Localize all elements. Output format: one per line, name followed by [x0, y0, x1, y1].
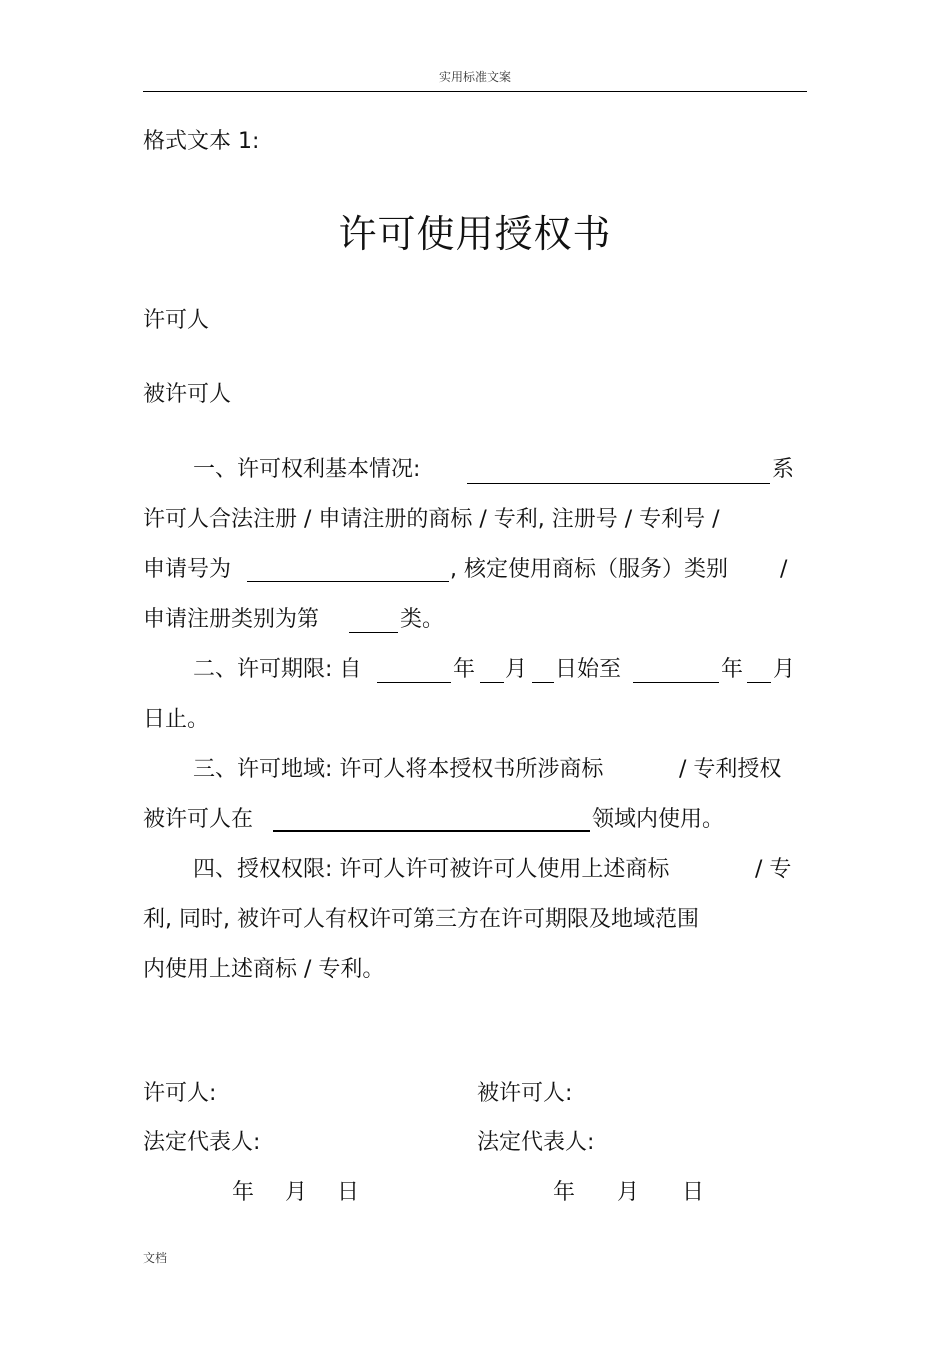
format-label: 格式文本 1:: [143, 129, 260, 154]
signature-licensor-label: 许可人:: [143, 1081, 217, 1106]
clause2-line2: 日止。: [143, 707, 210, 732]
clause2-year1: 年: [453, 657, 476, 682]
licensor-label: 许可人: [143, 308, 210, 333]
start-year-blank: [377, 682, 451, 683]
signature-right-day: 日: [682, 1180, 705, 1205]
clause4-line3: 内使用上述商标 / 专利。: [143, 957, 385, 982]
clause2-heading: 二、许可期限: 自: [193, 657, 362, 682]
rights-blank-line: [467, 483, 770, 484]
clause3-line2-prefix: 被许可人在: [143, 807, 254, 832]
clause2-year2: 年: [721, 657, 744, 682]
signature-left-day: 日: [337, 1180, 360, 1205]
clause4-line1-suffix: / 专: [755, 857, 792, 882]
header-divider: [143, 91, 807, 92]
end-year-blank: [633, 682, 719, 683]
signature-licensee-rep-label: 法定代表人:: [477, 1130, 595, 1155]
page-footer: 文档: [143, 1251, 168, 1265]
clause1-line3-suffix: , 核定使用商标（服务）类别: [450, 557, 728, 582]
clause1-line4-prefix: 申请注册类别为第: [143, 607, 320, 632]
signature-licensee-label: 被许可人:: [477, 1081, 573, 1106]
signature-right-month: 月: [617, 1180, 640, 1205]
clause1-suffix: 系: [772, 457, 795, 482]
territory-blank-line: [273, 830, 590, 832]
signature-right-year: 年: [553, 1180, 576, 1205]
clause4-heading: 四、授权权限: 许可人许可被许可人使用上述商标: [193, 857, 670, 882]
clause3-heading: 三、许可地域: 许可人将本授权书所涉商标: [193, 757, 604, 782]
clause1-heading: 一、许可权利基本情况:: [193, 457, 421, 482]
licensee-label: 被许可人: [143, 382, 232, 407]
clause1-line3-prefix: 申请号为: [143, 557, 232, 582]
page-header: 实用标准文案: [438, 70, 511, 84]
clause1-line2: 许可人合法注册 / 申请注册的商标 / 专利, 注册号 / 专利号 /: [143, 507, 720, 532]
application-number-blank: [247, 581, 449, 582]
signature-licensor-rep-label: 法定代表人:: [143, 1130, 261, 1155]
clause4-line2: 利, 同时, 被许可人有权许可第三方在许可期限及地域范围: [143, 907, 699, 932]
class-number-blank: [349, 632, 398, 633]
clause2-month2: 月: [773, 657, 796, 682]
start-day-blank: [532, 682, 554, 683]
start-month-blank: [480, 682, 504, 683]
clause1-line4-suffix: 类。: [400, 607, 445, 632]
document-title: 许可使用授权书: [338, 212, 612, 256]
signature-left-month: 月: [285, 1180, 308, 1205]
clause3-line1-suffix: / 专利授权: [679, 757, 782, 782]
clause3-line2-suffix: 领域内使用。: [592, 807, 725, 832]
clause1-line3-slash: /: [780, 557, 788, 582]
clause2-month1: 月: [505, 657, 528, 682]
signature-left-year: 年: [232, 1180, 255, 1205]
end-month-blank: [747, 682, 771, 683]
clause2-day-start: 日始至: [555, 657, 622, 682]
